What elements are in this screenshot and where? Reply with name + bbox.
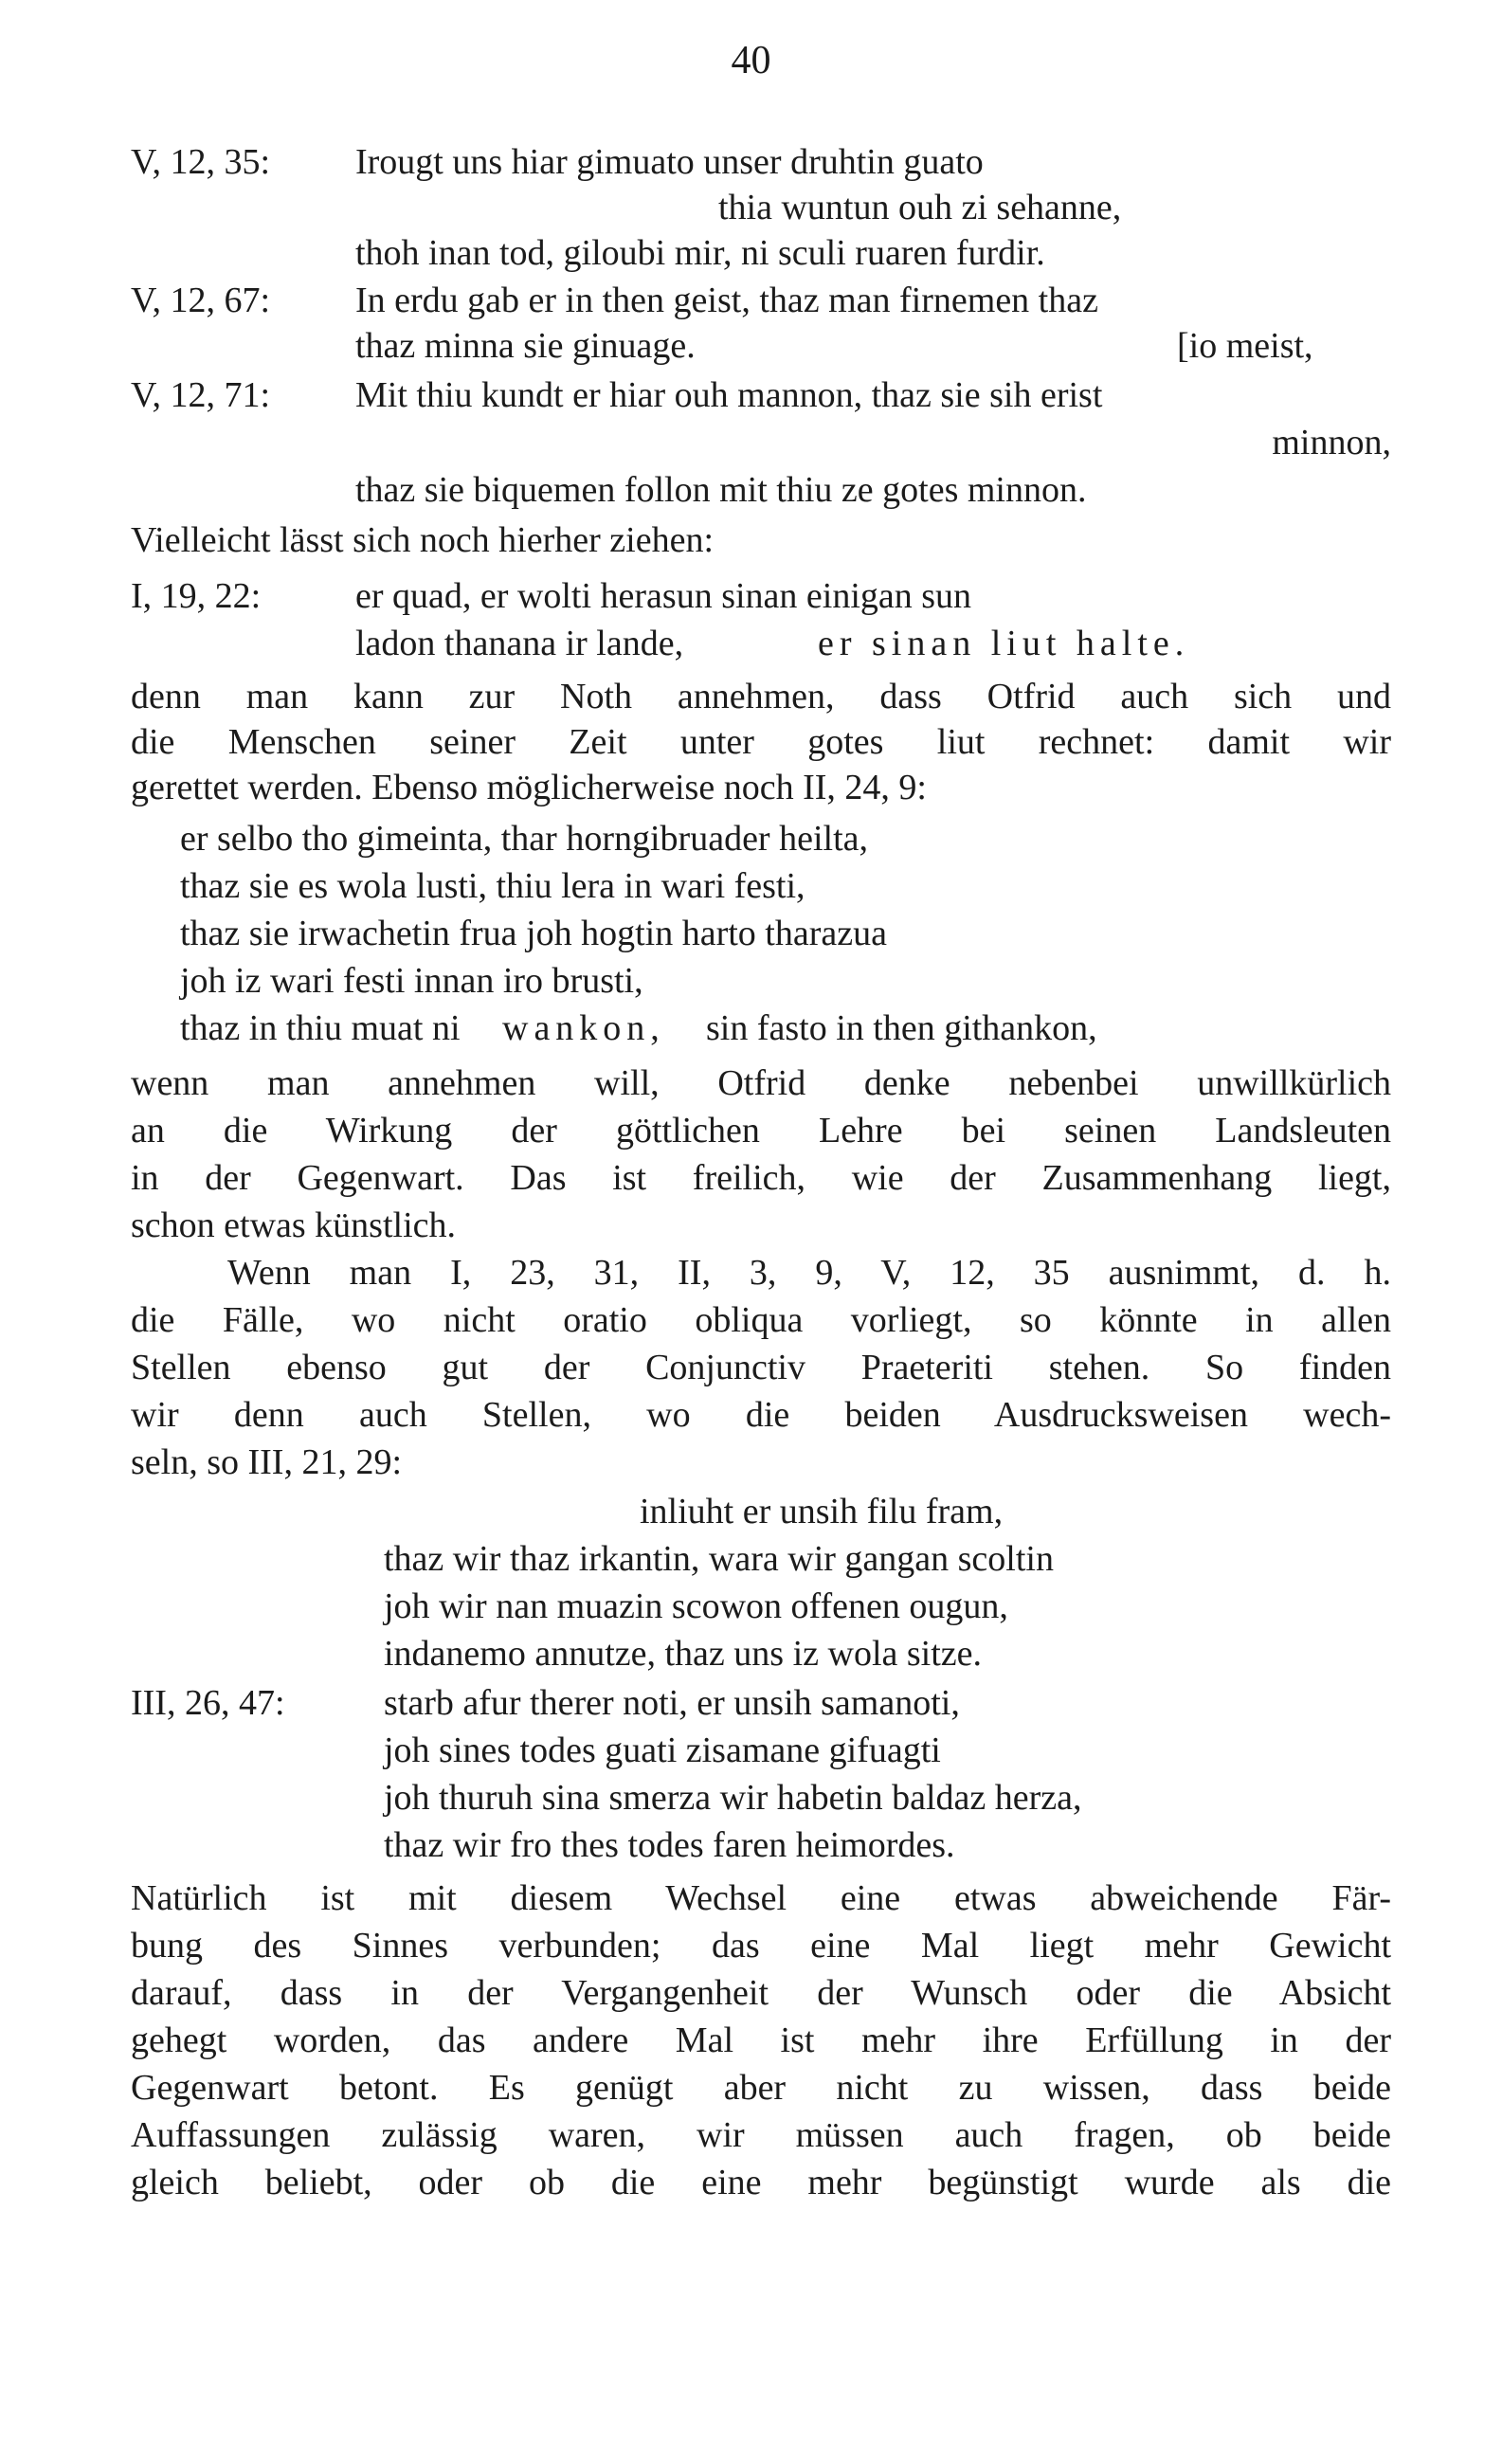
verse-line: er selbo tho gimeinta, thar horngibruader heilta, (180, 819, 868, 859)
prose-line: gleich beliebt, oder ob die eine mehr begünstigt wurde als die (131, 2163, 1391, 2202)
verse-line-continuation: minnon, (1272, 423, 1391, 462)
verse-line: thaz sie irwachetin frua joh hogtin harto tharazua (180, 914, 887, 953)
prose-line: seln, so III, 21, 29: (131, 1442, 403, 1482)
verse-reference: V, 12, 67: (131, 281, 271, 320)
prose-line: Natürlich ist mit diesem Wechsel eine etwas abweichende Fär- (131, 1878, 1391, 1918)
prose-line: Stellen ebenso gut der Conjunctiv Praeteriti stehen. So finden (131, 1348, 1391, 1387)
verse-line: Irougt uns hiar gimuato unser druhtin guato (355, 142, 984, 182)
verse-line: thaz sie biquemen follon mit thiu ze gotes minnon. (355, 470, 1087, 510)
verse-line: In erdu gab er in then geist, thaz man firnemen thaz (355, 281, 1098, 320)
spaced-emphasis: wankon, (502, 1008, 665, 1048)
verse-line: thoh inan tod, giloubi mir, ni sculi ruaren furdir. (355, 233, 1045, 273)
verse-line: joh sines todes guati zisamane gifuagti (384, 1730, 941, 1770)
verse-reference: III, 26, 47: (131, 1683, 285, 1723)
verse-reference: I, 19, 22: (131, 576, 262, 616)
verse-line: indanemo annutze, thaz uns iz wola sitze. (384, 1634, 983, 1674)
verse-line: thaz minna sie ginuage. (355, 326, 696, 366)
prose-line: an die Wirkung der göttlichen Lehre bei seinen Landsleuten (131, 1111, 1391, 1150)
verse-line: thaz wir fro thes todes faren heimordes. (384, 1825, 955, 1865)
verse-line: sin fasto in then githankon, (706, 1008, 1097, 1048)
verse-line: thaz wir thaz irkantin, wara wir gangan scoltin (384, 1539, 1054, 1579)
prose-line: Vielleicht lässt sich noch hierher ziehen: (131, 520, 714, 560)
prose-line: denn man kann zur Noth annehmen, dass Otfrid auch sich und (131, 677, 1391, 716)
verse-reference: V, 12, 35: (131, 142, 271, 182)
verse-line: inliuht er unsih filu fram, (640, 1492, 1004, 1531)
verse-line: joh iz wari festi innan iro brusti, (180, 961, 643, 1001)
spaced-emphasis: er sinan liut halte. (818, 624, 1190, 663)
prose-line: gerettet werden. Ebenso möglicherweise noch II, 24, 9: (131, 768, 927, 807)
prose-line: in der Gegenwart. Das ist freilich, wie der Zusammenhang liegt, (131, 1158, 1391, 1198)
verse-line: thaz sie es wola lusti, thiu lera in wari festi, (180, 866, 805, 906)
prose-line: Auffassungen zulässig waren, wir müssen auch fragen, ob beide (131, 2115, 1391, 2155)
prose-line: wenn man annehmen will, Otfrid denke nebenbei unwillkürlich (131, 1063, 1391, 1103)
prose-line: Gegenwart betont. Es genügt aber nicht zu wissen, dass beide (131, 2068, 1391, 2108)
prose-line: die Fälle, wo nicht oratio obliqua vorliegt, so könnte in allen (131, 1300, 1391, 1340)
prose-line: die Menschen seiner Zeit unter gotes liut rechnet: damit wir (131, 722, 1391, 762)
prose-line: gehegt worden, das andere Mal ist mehr ihre Erfüllung in der (131, 2020, 1391, 2060)
paragraph-start: Wenn man I, 23, 31, II, 3, 9, V, 12, 35 ausnimmt, d. h. (227, 1253, 1391, 1293)
prose-line: bung des Sinnes verbunden; das eine Mal liegt mehr Gewicht (131, 1926, 1391, 1966)
verse-line-continuation: [io meist, (1177, 326, 1313, 366)
verse-line: joh thuruh sina smerza wir habetin baldaz herza, (384, 1778, 1082, 1818)
verse-line: thaz in thiu muat ni (180, 1008, 461, 1048)
verse-line: starb afur therer noti, er unsih samanoti, (384, 1683, 960, 1723)
verse-line: ladon thanana ir lande, (355, 624, 684, 663)
verse-line: thia wuntun ouh zi sehanne, (718, 188, 1122, 227)
page-number: 40 (731, 39, 771, 82)
prose-line: darauf, dass in der Vergangenheit der Wunsch oder die Absicht (131, 1973, 1391, 2013)
verse-reference: V, 12, 71: (131, 375, 271, 415)
verse-line: er quad, er wolti herasun sinan einigan sun (355, 576, 972, 616)
prose-line: schon etwas künstlich. (131, 1205, 457, 1245)
prose-line: wir denn auch Stellen, wo die beiden Ausdrucksweisen wech- (131, 1395, 1391, 1435)
verse-line: joh wir nan muazin scowon offenen ougun, (384, 1586, 1008, 1626)
verse-line: Mit thiu kundt er hiar ouh mannon, thaz sie sih erist (355, 375, 1103, 415)
